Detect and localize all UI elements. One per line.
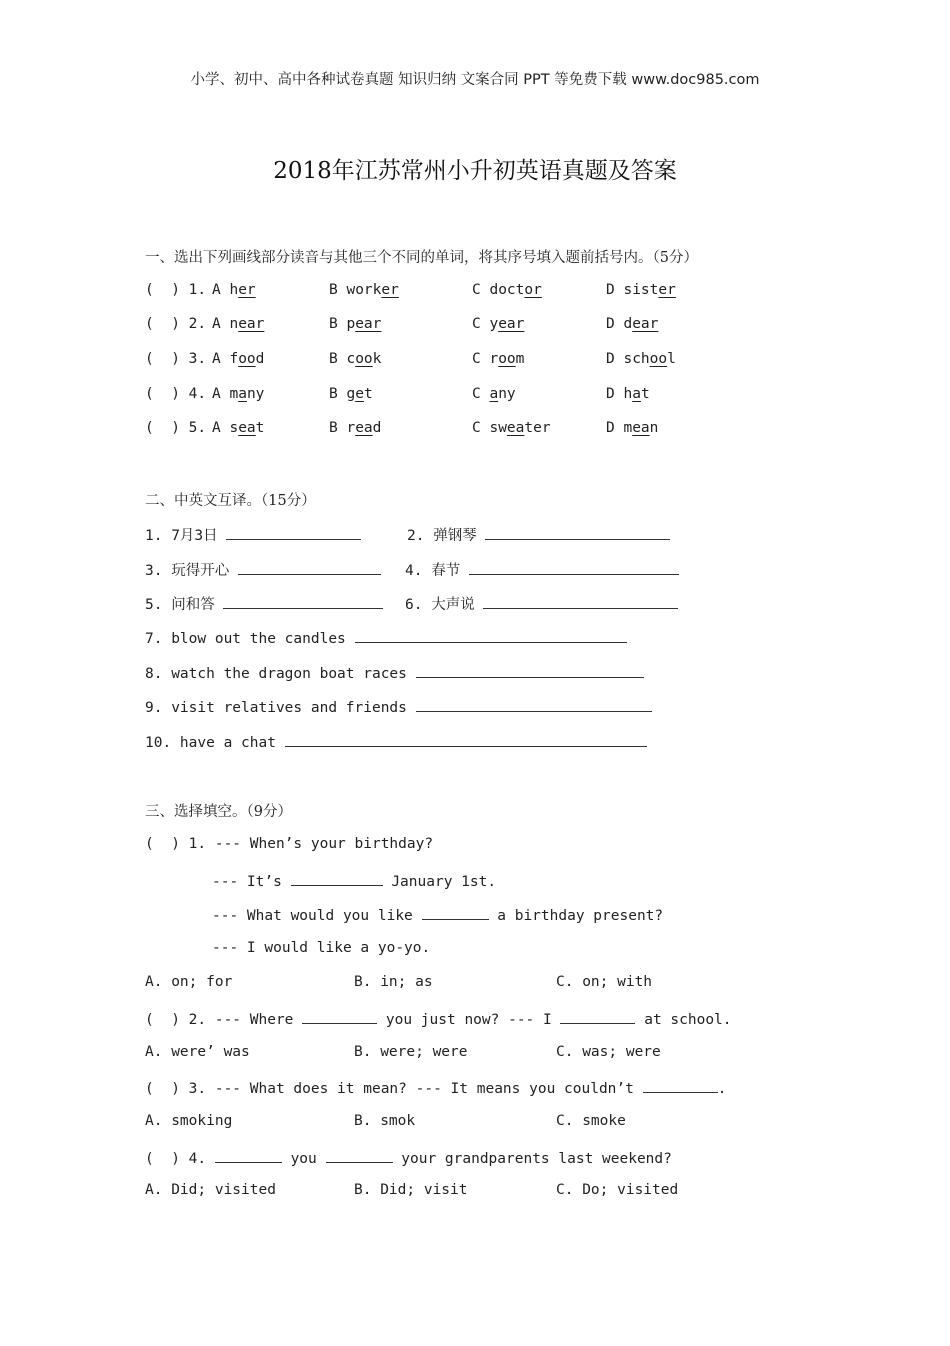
q1-option-b: B. in; as (354, 974, 433, 990)
page-title: 2018年江苏常州小升初英语真题及答案 (273, 158, 677, 184)
phonics-question-number: ( ) 2. (145, 316, 207, 332)
translation-item-6: 6. 大声说 (405, 593, 678, 614)
phonics-option-b: B read (329, 420, 382, 436)
phonics-question-number: ( ) 4. (145, 386, 207, 402)
phonics-option-c: C any (472, 386, 516, 402)
q2-option-c: C. was; were (556, 1044, 661, 1060)
q4-option-b: B. Did; visit (354, 1182, 468, 1198)
phonics-option-c: C room (472, 351, 525, 367)
underlined-letters: er (658, 282, 676, 298)
q3-option-a: A. smoking (145, 1113, 233, 1129)
translation-item-8: 8. watch the dragon boat races (145, 663, 644, 682)
q3-option-c: C. smoke (556, 1113, 626, 1129)
phonics-option-c: C year (472, 316, 525, 332)
phonics-option-a: A food (212, 351, 265, 367)
q4-option-a: A. Did; visited (145, 1182, 276, 1198)
q2-line: ( ) 2. --- Where you just now? --- I at school. (145, 1009, 732, 1028)
phonics-option-a: A near (212, 316, 265, 332)
translation-item-5: 5. 问和答 (145, 593, 383, 614)
underlined-letters: ear (632, 316, 659, 332)
phonics-option-d: D hat (606, 386, 650, 402)
q2-option-a: A. were’ was (145, 1044, 250, 1060)
q1-line3: --- What would you like a birthday present? (212, 905, 663, 924)
underlined-letters: ear (238, 316, 265, 332)
underlined-letters: oo (355, 351, 373, 367)
underlined-letters: ea (632, 420, 650, 436)
underlined-letters: ea (506, 420, 525, 436)
phonics-option-d: D dear (606, 316, 659, 332)
underlined-letters: a (489, 386, 499, 402)
underlined-letters: ea (238, 420, 256, 436)
q1-option-a: A. on; for (145, 974, 233, 990)
phonics-option-d: D school (606, 351, 676, 367)
translation-item-9: 9. visit relatives and friends (145, 697, 652, 716)
translation-item-1: 1. 7月3日 (145, 524, 361, 545)
underlined-letters: oo (498, 351, 516, 367)
underlined-letters: e (355, 386, 364, 402)
q4-option-c: C. Do; visited (556, 1182, 679, 1198)
translation-item-10: 10. have a chat (145, 732, 647, 751)
phonics-option-b: B get (329, 386, 373, 402)
q4-line: ( ) 4. you your grandparents last weekend? (145, 1148, 672, 1167)
phonics-option-c: C sweater (472, 420, 551, 436)
section1-heading: 一、选出下列画线部分读音与其他三个不同的单词，将其序号填入题前括号内。（5分） (145, 250, 698, 266)
underlined-letters: oo (238, 351, 256, 367)
translation-item-2: 2. 弹钢琴 (407, 524, 670, 545)
translation-item-7: 7. blow out the candles (145, 628, 627, 647)
page-header: 小学、初中、高中各种试卷真题 知识归纳 文案合同 PPT 等免费下载 www.doc985.com (190, 72, 760, 88)
section2-heading: 二、中英文互译。（15分） (145, 493, 316, 509)
phonics-question-number: ( ) 1. (145, 282, 207, 298)
phonics-option-c: C doctor (472, 282, 542, 298)
phonics-option-b: B worker (329, 282, 399, 298)
phonics-question-number: ( ) 5. (145, 420, 207, 436)
underlined-letters: a (632, 386, 641, 402)
phonics-option-a: A seat (212, 420, 265, 436)
phonics-option-b: B pear (329, 316, 382, 332)
underlined-letters: ear (355, 316, 382, 332)
underlined-letters: ea (355, 420, 373, 436)
q1-option-c: C. on; with (556, 974, 653, 990)
phonics-question-number: ( ) 3. (145, 351, 207, 367)
translation-item-4: 4. 春节 (405, 559, 679, 580)
q3-line: ( ) 3. --- What does it mean? --- It means you couldn’t . (145, 1078, 726, 1097)
q1-line2: --- It’s January 1st. (212, 871, 496, 890)
q1-line4: --- I would like a yo-yo. (212, 940, 431, 956)
underlined-letters: oo (649, 351, 668, 367)
underlined-letters: er (238, 282, 256, 298)
q3-option-b: B. smok (354, 1113, 416, 1129)
underlined-letters: er (381, 282, 399, 298)
underlined-letters: or (524, 282, 542, 298)
phonics-option-a: A her (212, 282, 256, 298)
underlined-letters: ear (498, 316, 525, 332)
q2-option-b: B. were; were (354, 1044, 468, 1060)
section3-heading: 三、选择填空。（9分） (145, 804, 292, 820)
q1-line1: ( ) 1. --- When’s your birthday? (145, 836, 434, 852)
underlined-letters: a (238, 386, 247, 402)
phonics-option-d: D mean (606, 420, 659, 436)
phonics-option-d: D sister (606, 282, 676, 298)
translation-item-3: 3. 玩得开心 (145, 559, 381, 580)
phonics-option-a: A many (212, 386, 265, 402)
phonics-option-b: B cook (329, 351, 382, 367)
